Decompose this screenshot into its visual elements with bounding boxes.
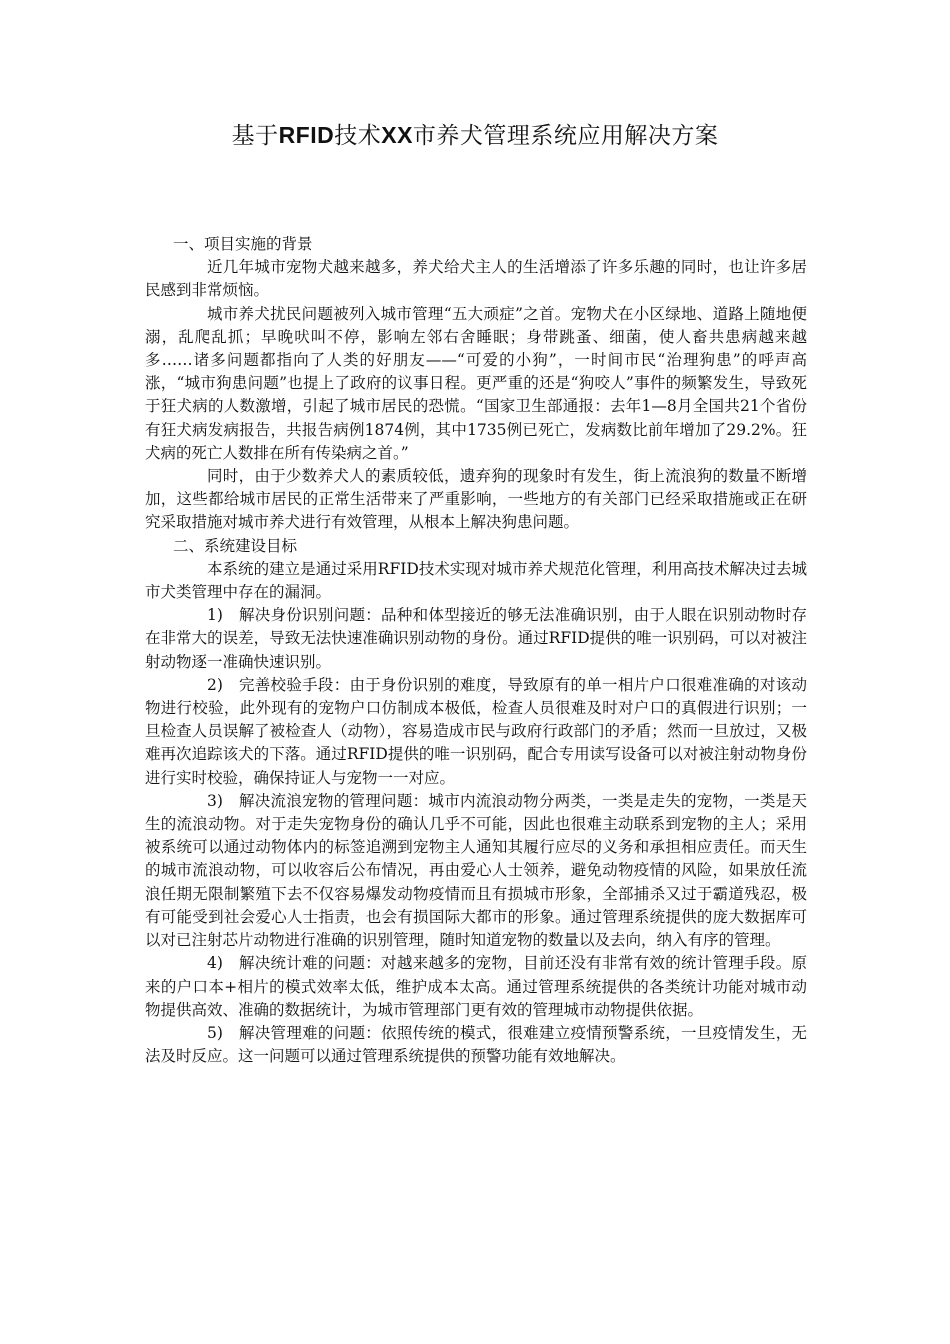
- title-part: 技术: [334, 123, 382, 149]
- title-part: 基于: [231, 123, 279, 149]
- section-heading-goals: 二、系统建设目标: [173, 536, 298, 555]
- paragraph: 近几年城市宠物犬越来越多，养犬给犬主人的生活增添了许多乐趣的同时，也让许多居民感到非常烦恼。: [145, 258, 807, 300]
- list-item-verification: 2) 完善校验手段：由于身份识别的难度，导致原有的单一相片户口很难准确的对该动物进行校验，此外现有的宠物户口仿制成本极低，检查人员很难及时对户口的真假进行识别；一旦检查人员误解了被检查人（动物），容易造成市民与政府行政部门的矛盾；然而一旦放过，又极难再次追踪该犬的下落。通过RFID提供的唯一识别码，配合专用读写设备可以对被注射动物身份进行实时校验，确保持证人与宠物一一对应。: [145, 675, 807, 787]
- list-item-stray: 3) 解决流浪宠物的管理问题：城市内流浪动物分两类，一类是走失的宠物，一类是天生的流浪动物。对于走失宠物身份的确认几乎不可能，因此也很难主动联系到宠物的主人；采用被系统可以通过动物体内的标签追溯到宠物主人通知其履行应尽的义务和承担相应责任。而天生的城市流浪动物，可以收容后公布情况，再由爱心人士领养，避免动物疫情的风险，如果放任流浪任期无限制繁殖下去不仅容易爆发动物疫情而且有损城市形象，全部捕杀又过于霸道残忍，极有可能受到社会爱心人士指责，也会有损国际大都市的形象。通过管理系统提供的庞大数据库可以对已注射芯片动物进行准确的识别管理，随时知道宠物的数量以及去向，纳入有序的管理。: [145, 791, 807, 950]
- document-body: [145, 233, 807, 1068]
- title-part: 市养犬管理系统应用解决方案: [412, 123, 719, 149]
- list-item-management: 5) 解决管理难的问题：依照传统的模式，很难建立疫情预警系统，一旦疫情发生，无法及时反应。这一问题可以通过管理系统提供的预警功能有效地解决。: [145, 1023, 807, 1066]
- paragraph: 本系统的建立是通过采用RFID技术实现对城市养犬规范化管理，利用高技术解决过去城市犬类管理中存在的漏洞。: [145, 559, 807, 602]
- title-part-bold: RFID: [278, 122, 335, 148]
- list-item-identity: 1) 解决身份识别问题：品种和体型接近的够无法准确识别，由于人眼在识别动物时存在非常大的误差，导致无法快速准确识别动物的身份。通过RFID提供的唯一识别码，可以对被注射动物逐一准确快速识别。: [145, 606, 807, 671]
- document-title: [0, 117, 950, 154]
- paragraph: 同时，由于少数养犬人的素质较低，遗弃狗的现象时有发生，街上流浪狗的数量不断增加，这些都给城市居民的正常生活带来了严重影响，一些地方的有关部门已经采取措施或正在研究采取措施对城市养犬进行有效管理，从根本上解决狗患问题。: [145, 467, 807, 532]
- section-heading-background: 一、项目实施的背景: [173, 235, 313, 253]
- list-item-statistics: 4) 解决统计难的问题：对越来越多的宠物，目前还没有非常有效的统计管理手段。原来的户口本+相片的模式效率太低，维护成本太高。通过管理系统提供的各类统计功能对城市动物提供高效、准确的数据统计，为城市管理部门更有效的管理城市动物提供依据。: [145, 954, 807, 1019]
- title-part-bold: XX: [381, 122, 413, 148]
- paragraph: 城市养犬扰民问题被列入城市管理“五大顽症”之首。宠物犬在小区绿地、道路上随地便溺，乱爬乱抓；早晚吠叫不停，影响左邻右舍睡眠；身带跳蚤、细菌，使人畜共患病越来越多……诸多问题都指向了人类的好朋友——“可爱的小狗”，一时间市民“治理狗患”的呼声高涨，“城市狗患问题”也提上了政府的议事日程。更严重的还是“狗咬人”事件的频繁发生，导致死于狂犬病的人数激增，引起了城市居民的恐慌。“国家卫生部通报：去年1—8月全国共21个省份有狂犬病发病报告，共报告病例1874例，其中1735例已死亡，发病数比前年增加了29.2%。狂犬病的死亡人数排在所有传染病之首。”: [145, 304, 807, 462]
